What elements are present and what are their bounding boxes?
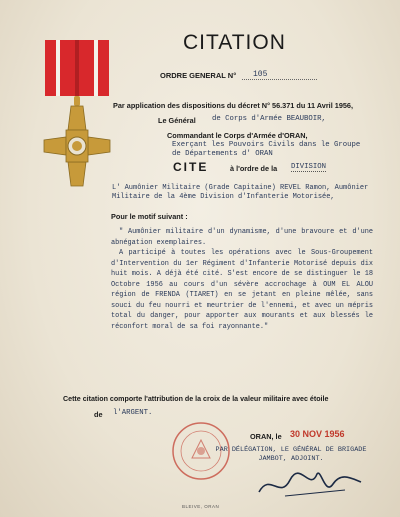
general-value: de Corps d'Armée BEAUBOIR, bbox=[212, 115, 326, 123]
cite-heading: CITE bbox=[173, 160, 209, 174]
ordre-de-la-label: à l'ordre de la bbox=[230, 164, 278, 173]
division-value: DIVISION bbox=[291, 163, 327, 171]
medal-cross-icon bbox=[42, 38, 112, 198]
general-label: Le Général bbox=[158, 116, 196, 125]
signature-icon bbox=[255, 462, 365, 502]
citation-body bbox=[111, 227, 373, 332]
delegation-line: PAR DÉLÉGATION, LE GÉNÉRAL DE BRIGADE bbox=[215, 446, 367, 454]
place-date-label: ORAN, le bbox=[250, 432, 282, 441]
de-label: de bbox=[94, 410, 103, 419]
printer-imprint: BLEIVE, ORAN bbox=[182, 504, 220, 509]
nominee-text: L' Aumônier Militaire (Grade Capitaine) REVEL Ramon, Aumônier Militaire de la 4ème Division d'Infanterie Motorisée, bbox=[112, 184, 369, 201]
page-title: CITATION bbox=[183, 31, 286, 54]
star-value: l'ARGENT. bbox=[113, 409, 153, 417]
date-stamp: 30 NOV 1956 bbox=[290, 429, 345, 439]
ordre-general-number: 105 bbox=[253, 70, 268, 79]
citation-paragraph: A participé à toutes les opérations avec le Sous-Groupement d'Intervention du 1er Régiment d'Infanterie Motorisé depuis dix huit mois. A déjà été cité. S'est encore de se distinguer le 18 Octobre 1956 au cours d'un sévère accrochage à OUM EL ALOU région de FRENDA (TIARET) en se jetant en pleine mêlée, sans souci du feu nourri et meurtrier de l'ennemi, et avec un mépris total du danger, pour apporter aux mourants et aux blessés le réconfort moral de sa foi rayonnante." bbox=[111, 249, 373, 331]
citation-paragraph: " Aumônier militaire d'un dynamisme, d'une bravoure et d'une abnégation exemplaires. bbox=[111, 228, 373, 247]
exercant-line: Exerçant les Pouvoirs Civils dans le Groupe de Départements d' ORAN bbox=[172, 141, 361, 158]
motif-label: Pour le motif suivant : bbox=[111, 212, 188, 221]
official-seal-icon bbox=[170, 420, 232, 482]
ordre-number-underline bbox=[242, 79, 317, 80]
attribution-line: Cette citation comporte l'attribution de la croix de la valeur militaire avec étoile bbox=[63, 395, 329, 403]
commandant-line: Commandant le Corps d'Armée d'ORAN, bbox=[167, 131, 308, 140]
ordre-general-label: ORDRE GENERAL N° bbox=[160, 71, 237, 80]
delegation-line: JAMBOT, ADJOINT. bbox=[258, 454, 324, 463]
decret-line: Par application des dispositions du décret N° 56.371 du 11 Avril 1956, bbox=[113, 101, 354, 110]
